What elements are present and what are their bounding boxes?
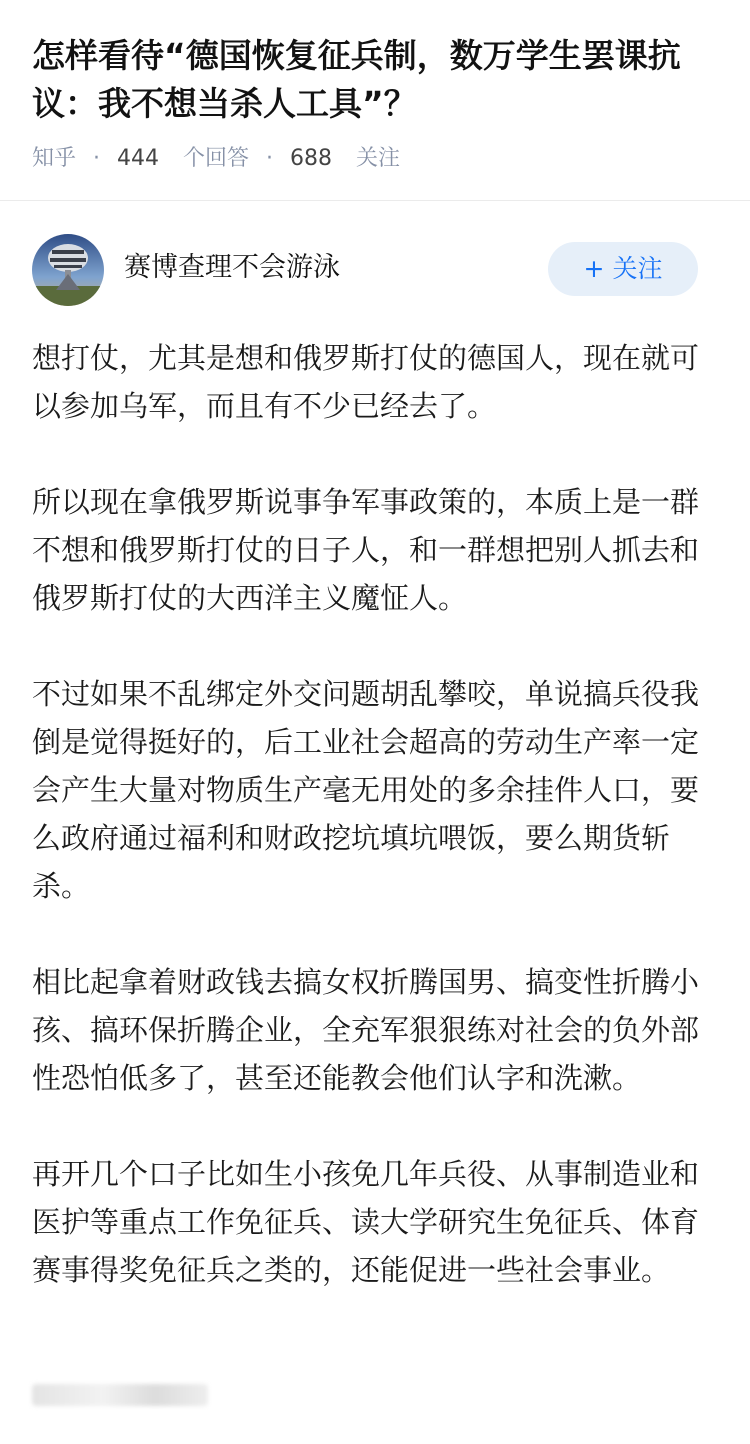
- author-name[interactable]: 赛博查理不会游泳: [124, 252, 340, 283]
- follow-button-label: 关注: [612, 254, 663, 283]
- source-label[interactable]: 知乎: [32, 146, 77, 171]
- question-title[interactable]: 怎样看待“德国恢复征兵制，数万学生罢课抗议：我不想当杀人工具”？: [32, 36, 681, 123]
- answer-paragraph: 想打仗，尤其是想和俄罗斯打仗的德国人，现在就可以参加乌军，而且有不少已经去了。: [32, 341, 700, 423]
- follower-count: 688: [290, 146, 333, 171]
- answer-paragraph: 所以现在拿俄罗斯说事争军事政策的，本质上是一群不想和俄罗斯打仗的日子人，和一群想把别人抓去和俄罗斯打仗的大西洋主义魔怔人。: [32, 485, 700, 615]
- avatar-image: [32, 234, 104, 306]
- author-row: [0, 226, 750, 316]
- answer-body: [32, 334, 722, 1342]
- question-header: [0, 0, 750, 201]
- avatar[interactable]: [32, 234, 104, 306]
- meta-separator: ·: [93, 146, 101, 171]
- answer-count: 444: [117, 146, 160, 171]
- answer-count-label[interactable]: 个回答: [183, 146, 250, 171]
- follow-button[interactable]: [548, 242, 698, 296]
- answer-paragraph: 相比起拿着财政钱去搞女权折腾国男、搞变性折腾小孩、搞环保折腾企业，全充军狠狠练对社会的负外部性恐怕低多了，甚至还能教会他们认字和洗漱。: [32, 965, 700, 1095]
- follower-count-label: 关注: [356, 146, 401, 171]
- plus-icon: +: [583, 254, 605, 283]
- question-meta: [32, 142, 400, 176]
- answer-paragraph: 再开几个口子比如生小孩免几年兵役、从事制造业和医护等重点工作免征兵、读大学研究生免征兵、体育赛事得奖免征兵之类的，还能促进一些社会事业。: [32, 1157, 700, 1287]
- blurred-content: [32, 1384, 208, 1406]
- meta-separator: ·: [266, 146, 274, 171]
- answer-paragraph: 不过如果不乱绑定外交问题胡乱攀咬，单说搞兵役我倒是觉得挺好的，后工业社会超高的劳动生产率一定会产生大量对物质生产毫无用处的多余挂件人口，要么政府通过福利和财政挖坑填坑喂饭，要么期货斩杀。: [32, 677, 700, 903]
